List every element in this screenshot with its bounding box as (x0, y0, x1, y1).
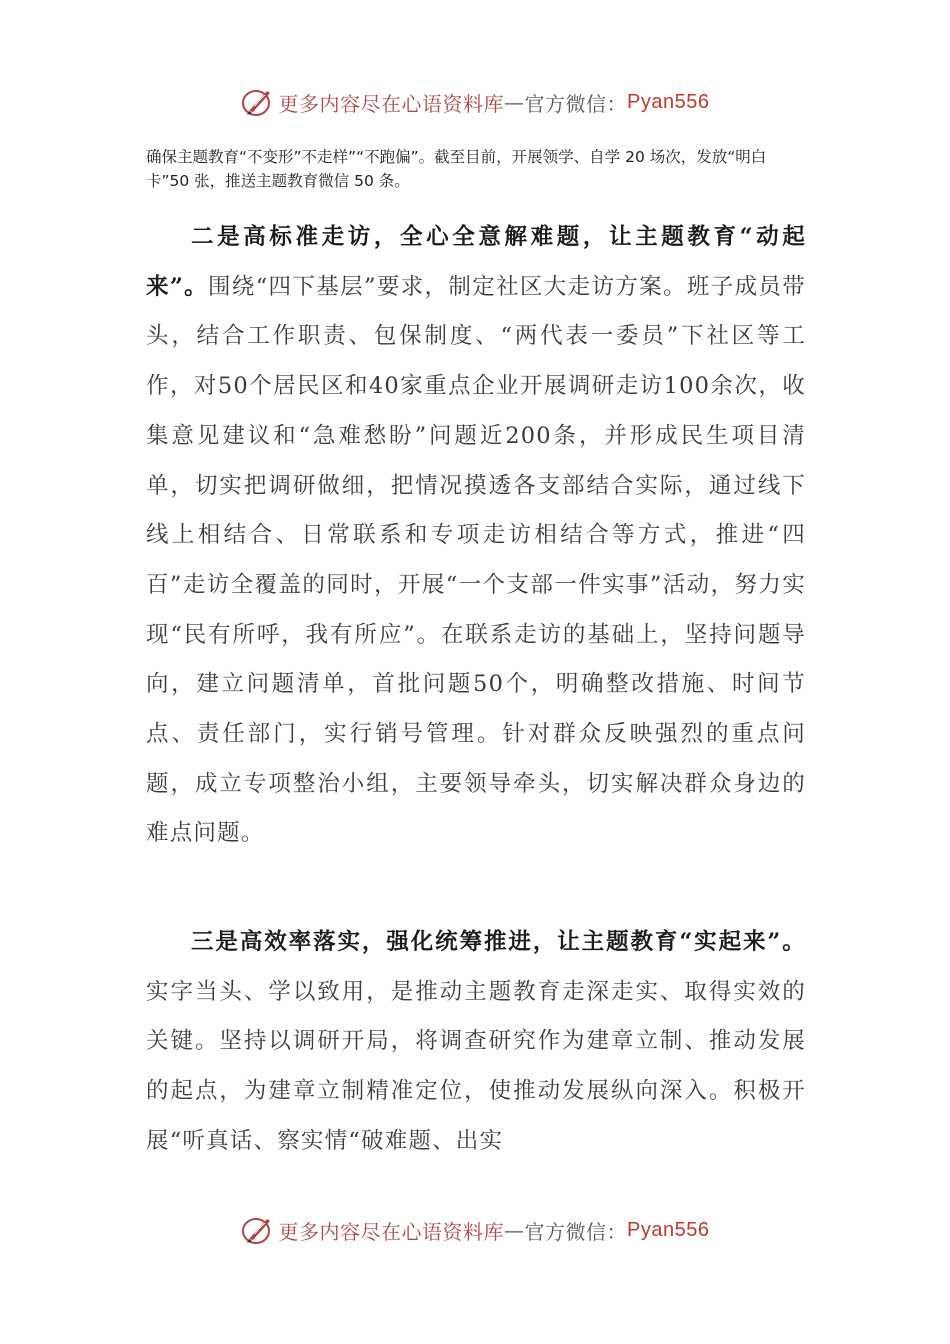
intro-paragraph (146, 145, 806, 193)
paragraph-lead: 二是高标准走访，全心全意解难题，让主题教育“动起来”。 (146, 224, 806, 300)
banner-wechat-label: 官方微信： (524, 91, 628, 116)
paragraph-body: 实字当头、学以致用，是推动主题教育走深走实、取得实效的关键。坚持以调研开局，将调查研究作为建章立制、推动发展的起点，为建章立制精准定位，使推动发展纵向深入。积极开展“听真话、察实情“破难题、出实 (146, 978, 806, 1154)
banner-dash: — (504, 1218, 525, 1242)
quill-pen-logo-icon (241, 85, 275, 119)
paragraph-section-3 (146, 918, 806, 1167)
header-banner (0, 82, 950, 122)
paragraph (146, 213, 806, 859)
footer-banner (0, 1210, 950, 1250)
banner-text: 更多内容尽在心语资料库 (278, 91, 505, 116)
intro-text: 确保主题教育“不变形”不走样”“不跑偏”。截至目前，开展领学、自学 20 场次，发放“明白卡”50 张，推送主题教育微信 50 条。 (146, 148, 767, 190)
paragraph-body: 围绕“四下基层”要求，制定社区大走访方案。班子成员带头，结合工作职责、包保制度、“两代表一委员”下社区等工作，对50个居民区和40家重点企业开展调研走访100余次，收集意见建议和“急难愁盼”问题近200条，并形成民生项目清单，切实把调研做细，把情况摸透各支部结合实际，通过线下线上相结合、日常联系和专项走访相结合等方式，推进“四百”走访全覆盖的同时，开展“一个支部一件实事”活动，努力实现“民有所呼，我有所应”。在联系走访的基础上，坚持问题导向，建立问题清单，首批问题50个，明确整改措施、时间节点、责任部门，实行销号管理。针对群众反映强烈的重点问题，成立专项整治小组，主要领导牵头，切实解决群众身边的难点问题。 (146, 273, 806, 847)
paragraph (146, 918, 806, 1167)
banner-text: 更多内容尽在心语资料库 (278, 1219, 505, 1244)
banner-wechat-id: Pyan556 (627, 90, 710, 113)
paragraph-section-2 (146, 213, 806, 859)
banner-dash: — (504, 90, 525, 114)
quill-pen-logo-icon (241, 1213, 275, 1247)
paragraph-lead: 三是高效率落实，强化统筹推进，让主题教育“实起来”。 (191, 929, 806, 955)
banner-wechat-id: Pyan556 (627, 1218, 710, 1241)
banner-wechat-label: 官方微信： (524, 1219, 628, 1244)
